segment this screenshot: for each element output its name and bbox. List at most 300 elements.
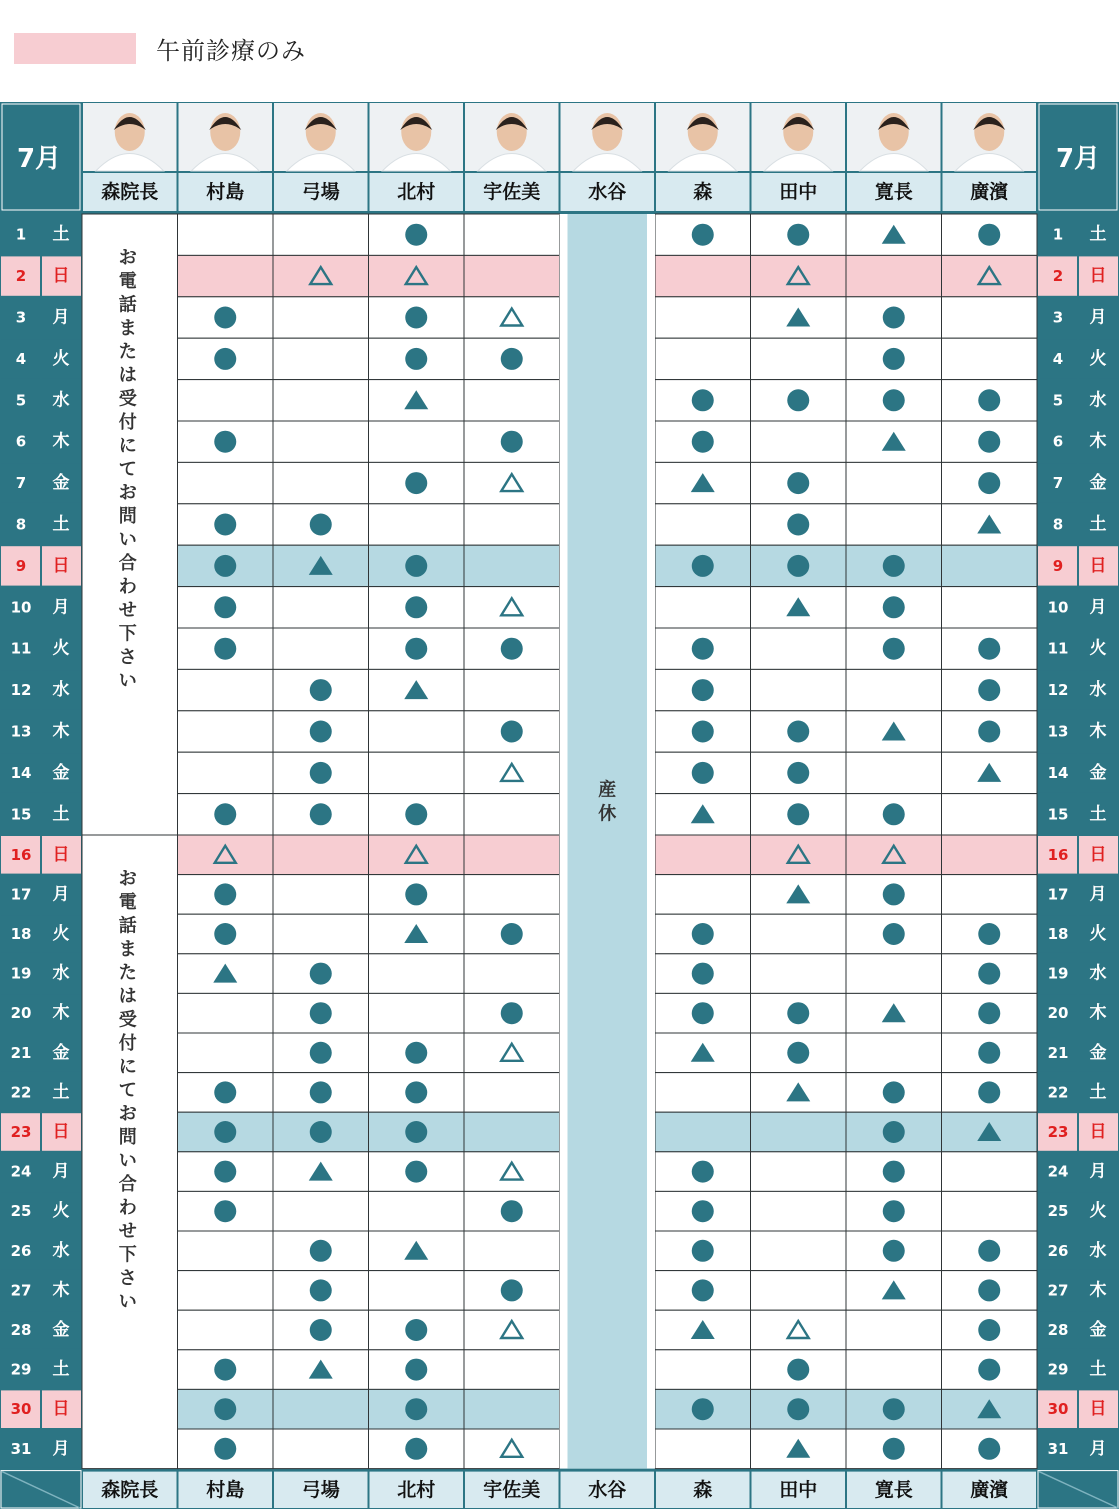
schedule-cell-12-7 (751, 669, 847, 710)
full-day-mark (501, 348, 523, 370)
weekday-left-7: 金 (52, 473, 70, 494)
schedule-cell-13-3 (369, 711, 465, 752)
schedule-cell-19-4 (464, 954, 560, 994)
full-day-mark (405, 348, 427, 370)
month-label-left: 7月 (16, 144, 62, 174)
full-day-mark (692, 1240, 714, 1262)
date-right-25: 25 (1047, 1202, 1069, 1221)
full-day-mark (405, 1359, 427, 1381)
full-day-mark (405, 1438, 427, 1460)
full-day-mark (214, 1161, 236, 1183)
full-day-mark (978, 1042, 1000, 1064)
schedule-cell-15-9 (942, 794, 1038, 835)
weekday-right-16: 日 (1089, 844, 1107, 865)
full-day-mark (692, 963, 714, 985)
full-day-mark (310, 1279, 332, 1301)
footer-doctor-name-8: 寛長 (874, 1478, 913, 1501)
doctor-name-1: 村島 (206, 181, 245, 203)
date-right-9: 9 (1052, 556, 1064, 575)
date-right-7: 7 (1052, 474, 1064, 493)
full-day-mark (787, 803, 809, 825)
schedule-cell-17-4 (464, 875, 560, 915)
full-day-mark (310, 1121, 332, 1143)
full-day-mark (692, 1398, 714, 1420)
weekday-right-30: 日 (1089, 1399, 1107, 1420)
date-right-24: 24 (1047, 1162, 1069, 1181)
schedule-cell-11-7 (751, 628, 847, 669)
weekday-right-26: 水 (1089, 1240, 1107, 1261)
schedule-cell-13-1 (178, 711, 274, 752)
date-left-26: 26 (10, 1241, 32, 1260)
phone-note-char: 合 (118, 1174, 137, 1195)
full-day-mark (787, 224, 809, 246)
weekday-right-6: 木 (1089, 431, 1107, 452)
phone-note-char: に (118, 1056, 137, 1078)
full-day-mark (310, 721, 332, 743)
weekday-left-9: 日 (52, 555, 70, 576)
full-day-mark (692, 1002, 714, 1024)
date-right-3: 3 (1052, 308, 1064, 327)
phone-note-char: 電 (118, 271, 137, 292)
date-right-31: 31 (1047, 1439, 1069, 1458)
schedule-cell-8-8 (846, 504, 942, 545)
schedule-cell-30-2 (273, 1389, 369, 1429)
schedule-cell-2-3 (369, 255, 465, 296)
leave-column (568, 214, 648, 1469)
schedule-cell-31-4 (464, 1429, 560, 1469)
weekday-left-26: 水 (52, 1240, 70, 1261)
schedule-cell-14-1 (178, 752, 274, 793)
weekday-left-14: 金 (52, 762, 70, 783)
weekday-left-20: 木 (52, 1003, 70, 1024)
schedule-cell-30-4 (464, 1389, 560, 1429)
schedule-cell-31-2 (273, 1429, 369, 1469)
weekday-left-15: 土 (52, 804, 70, 825)
legend-label: 午前診療のみ (156, 36, 306, 65)
doctor-name-9: 廣濱 (970, 181, 1009, 203)
weekday-right-22: 土 (1089, 1082, 1107, 1103)
full-day-mark (978, 472, 1000, 494)
phone-note-char: 問 (118, 506, 137, 527)
schedule-cell-8-4 (464, 504, 560, 545)
full-day-mark (692, 721, 714, 743)
full-day-mark (883, 1240, 905, 1262)
schedule-cell-7-4 (464, 462, 560, 503)
full-day-mark (310, 803, 332, 825)
phone-note-char: せ (118, 1221, 137, 1242)
schedule-cell-3-2 (273, 297, 369, 338)
full-day-mark (405, 803, 427, 825)
weekday-left-12: 水 (52, 680, 70, 701)
doctor-name-4: 宇佐美 (483, 181, 541, 203)
date-left-21: 21 (10, 1043, 32, 1062)
date-left-5: 5 (15, 391, 27, 410)
schedule-cell-12-1 (178, 669, 274, 710)
full-day-mark (405, 307, 427, 329)
full-day-mark (787, 721, 809, 743)
weekday-right-31: 月 (1089, 1438, 1107, 1459)
schedule-cell-20-1 (178, 993, 274, 1033)
weekday-left-24: 月 (52, 1161, 70, 1182)
weekday-right-23: 日 (1089, 1122, 1107, 1142)
schedule-cell-24-4 (464, 1152, 560, 1192)
full-day-mark (978, 389, 1000, 411)
weekday-left-2: 日 (52, 266, 70, 287)
phone-note-char: 話 (118, 294, 137, 316)
leave-label-char: 休 (598, 803, 617, 825)
schedule-cell-26-4 (464, 1231, 560, 1271)
weekday-left-1: 土 (52, 224, 70, 245)
weekday-right-4: 火 (1089, 348, 1107, 369)
schedule-cell-1-4 (464, 214, 560, 255)
full-day-mark (787, 472, 809, 494)
weekday-right-28: 金 (1089, 1320, 1107, 1340)
date-right-23: 23 (1047, 1123, 1069, 1141)
phone-note-char: 合 (118, 553, 137, 574)
schedule-cell-16-7 (751, 835, 847, 875)
footer-doctor-name-6: 森 (693, 1478, 713, 1501)
schedule-cell-14-8 (846, 752, 942, 793)
schedule-cell-25-9 (942, 1191, 1038, 1231)
full-day-mark (214, 1200, 236, 1222)
weekday-right-10: 月 (1089, 597, 1107, 618)
date-left-25: 25 (10, 1202, 32, 1221)
schedule-cell-21-1 (178, 1033, 274, 1073)
full-day-mark (978, 1438, 1000, 1460)
full-day-mark (405, 224, 427, 246)
date-left-3: 3 (15, 308, 27, 327)
phone-note-char: さ (118, 647, 137, 668)
full-day-mark (214, 1398, 236, 1420)
full-day-mark (692, 1161, 714, 1183)
full-day-mark (883, 1121, 905, 1143)
schedule-cell-27-1 (178, 1271, 274, 1311)
phone-note-char: に (118, 435, 137, 457)
schedule-cell-19-8 (846, 954, 942, 994)
full-day-mark (692, 431, 714, 453)
date-left-12: 12 (10, 681, 32, 700)
phone-note-char: て (118, 459, 137, 480)
weekday-right-15: 土 (1089, 804, 1107, 825)
full-day-mark (214, 596, 236, 618)
full-day-mark (883, 307, 905, 329)
weekday-right-13: 木 (1089, 721, 1107, 742)
phone-note-char: 下 (118, 623, 137, 645)
full-day-mark (883, 1398, 905, 1420)
schedule-cell-26-7 (751, 1231, 847, 1271)
weekday-left-6: 木 (52, 431, 70, 452)
full-day-mark (978, 679, 1000, 701)
phone-note-char: ま (118, 939, 137, 960)
full-day-mark (978, 1359, 1000, 1381)
footer-doctor-name-4: 宇佐美 (483, 1478, 541, 1501)
full-day-mark (787, 1359, 809, 1381)
full-day-mark (883, 596, 905, 618)
weekday-right-25: 火 (1089, 1201, 1107, 1222)
full-day-mark (692, 679, 714, 701)
full-day-mark (405, 596, 427, 618)
schedule-cell-4-2 (273, 338, 369, 379)
date-right-17: 17 (1047, 885, 1069, 904)
weekday-left-3: 月 (52, 307, 70, 328)
date-left-28: 28 (10, 1321, 32, 1339)
full-day-mark (214, 431, 236, 453)
full-day-mark (214, 883, 236, 905)
weekday-right-29: 土 (1089, 1359, 1107, 1380)
schedule-cell-26-1 (178, 1231, 274, 1271)
phone-note-char: 受 (118, 388, 137, 410)
doctor-name-6: 森 (693, 181, 713, 203)
date-left-19: 19 (10, 964, 32, 983)
full-day-mark (214, 307, 236, 329)
schedule-cell-4-9 (942, 338, 1038, 379)
full-day-mark (405, 472, 427, 494)
weekday-left-23: 日 (52, 1122, 70, 1142)
full-day-mark (501, 638, 523, 660)
phone-note-char: い (118, 670, 137, 692)
schedule-cell-16-4 (464, 835, 560, 875)
weekday-left-31: 月 (52, 1438, 70, 1459)
weekday-left-13: 木 (52, 721, 70, 742)
phone-note-char: た (118, 341, 137, 363)
full-day-mark (405, 883, 427, 905)
full-day-mark (214, 514, 236, 536)
full-day-mark (787, 1002, 809, 1024)
date-right-28: 28 (1047, 1321, 1069, 1339)
full-day-mark (787, 555, 809, 577)
weekday-left-10: 月 (52, 597, 70, 618)
date-left-15: 15 (10, 805, 32, 824)
full-day-mark (978, 721, 1000, 743)
full-day-mark (978, 431, 1000, 453)
footer-doctor-name-7: 田中 (779, 1478, 818, 1501)
full-day-mark (883, 1161, 905, 1183)
phone-note-char: 話 (118, 915, 137, 937)
date-right-13: 13 (1047, 722, 1069, 741)
phone-note-char: せ (118, 600, 137, 621)
schedule-cell-25-2 (273, 1191, 369, 1231)
date-left-22: 22 (10, 1083, 32, 1102)
full-day-mark (883, 1081, 905, 1103)
date-left-1: 1 (15, 225, 27, 244)
full-day-mark (692, 555, 714, 577)
date-right-4: 4 (1052, 349, 1064, 368)
date-right-8: 8 (1052, 515, 1064, 534)
full-day-mark (787, 762, 809, 784)
phone-note-char: い (118, 1150, 137, 1172)
schedule-cell-5-1 (178, 380, 274, 421)
weekday-left-21: 金 (52, 1042, 70, 1063)
date-left-24: 24 (10, 1162, 32, 1181)
phone-note-char: 下 (118, 1244, 137, 1266)
date-left-17: 17 (10, 885, 32, 904)
full-day-mark (883, 555, 905, 577)
full-day-mark (883, 348, 905, 370)
weekday-right-19: 水 (1089, 963, 1107, 984)
date-left-14: 14 (10, 763, 32, 782)
full-day-mark (787, 1398, 809, 1420)
schedule-cell-16-8 (846, 835, 942, 875)
full-day-mark (405, 1398, 427, 1420)
schedule-cell-14-4 (464, 752, 560, 793)
date-left-7: 7 (15, 474, 27, 493)
schedule-cell-10-9 (942, 587, 1038, 628)
phone-note-char: い (118, 529, 137, 551)
phone-note-char: お (118, 247, 137, 269)
schedule-cell-4-7 (751, 338, 847, 379)
schedule-cell-2-2 (273, 255, 369, 296)
full-day-mark (883, 1200, 905, 1222)
weekday-right-24: 月 (1089, 1161, 1107, 1182)
full-day-mark (692, 224, 714, 246)
schedule-cell-3-9 (942, 297, 1038, 338)
schedule-cell-10-4 (464, 587, 560, 628)
phone-note-text-1 (119, 248, 138, 692)
full-day-mark (787, 1042, 809, 1064)
doctor-name-5: 水谷 (588, 181, 627, 203)
full-day-mark (214, 923, 236, 945)
schedule-cell-16-6 (655, 835, 751, 875)
phone-note-char: は (118, 365, 137, 386)
full-day-mark (310, 963, 332, 985)
full-day-mark (692, 762, 714, 784)
full-day-mark (310, 1081, 332, 1103)
phone-note-char: 付 (118, 1033, 137, 1054)
full-day-mark (883, 389, 905, 411)
date-left-13: 13 (10, 722, 32, 741)
phone-note-char: て (118, 1080, 137, 1101)
phone-note-char: 受 (118, 1009, 137, 1031)
schedule-cell-28-4 (464, 1310, 560, 1350)
phone-note-char: い (118, 1291, 137, 1313)
weekday-right-8: 土 (1089, 514, 1107, 535)
schedule-cell-11-2 (273, 628, 369, 669)
weekday-left-5: 水 (52, 390, 70, 411)
full-day-mark (978, 1279, 1000, 1301)
schedule-cell-6-7 (751, 421, 847, 462)
footer-doctor-name-0: 森院長 (101, 1478, 159, 1501)
date-left-6: 6 (15, 432, 27, 451)
schedule-cell-29-6 (655, 1350, 751, 1390)
schedule-cell-27-3 (369, 1271, 465, 1311)
doctor-name-3: 北村 (397, 181, 436, 203)
schedule-cell-2-4 (464, 255, 560, 296)
phone-note-char: 問 (118, 1127, 137, 1148)
schedule-cell-17-2 (273, 875, 369, 915)
weekday-left-19: 水 (52, 963, 70, 984)
weekday-left-30: 日 (52, 1399, 70, 1420)
full-day-mark (883, 1438, 905, 1460)
schedule-cell-9-4 (464, 545, 560, 586)
phone-note-text-2 (119, 869, 138, 1313)
weekday-left-4: 火 (52, 348, 70, 369)
date-right-27: 27 (1047, 1281, 1069, 1300)
full-day-mark (978, 638, 1000, 660)
date-left-23: 23 (10, 1123, 32, 1141)
full-day-mark (214, 1081, 236, 1103)
full-day-mark (978, 963, 1000, 985)
date-left-30: 30 (10, 1400, 32, 1419)
schedule-cell-7-1 (178, 462, 274, 503)
weekday-right-3: 月 (1089, 307, 1107, 328)
schedule-cell-19-3 (369, 954, 465, 994)
full-day-mark (978, 1240, 1000, 1262)
full-day-mark (405, 555, 427, 577)
date-right-11: 11 (1047, 639, 1069, 658)
date-right-15: 15 (1047, 805, 1069, 824)
schedule-cell-2-7 (751, 255, 847, 296)
weekday-right-12: 水 (1089, 680, 1107, 701)
schedule-cell-10-2 (273, 587, 369, 628)
phone-note-char: ま (118, 318, 137, 339)
date-right-18: 18 (1047, 925, 1069, 943)
legend-swatch (14, 33, 136, 64)
full-day-mark (978, 1002, 1000, 1024)
full-day-mark (214, 1438, 236, 1460)
schedule-cell-1-2 (273, 214, 369, 255)
full-day-mark (310, 1002, 332, 1024)
schedule-cell-24-9 (942, 1152, 1038, 1192)
date-right-20: 20 (1047, 1004, 1069, 1023)
phone-note-char: わ (118, 1197, 137, 1219)
weekday-right-20: 木 (1089, 1003, 1107, 1024)
date-right-5: 5 (1052, 391, 1064, 410)
date-right-26: 26 (1047, 1241, 1069, 1260)
weekday-left-29: 土 (52, 1359, 70, 1380)
phone-note-char: 付 (118, 412, 137, 433)
schedule-cell-8-3 (369, 504, 465, 545)
date-left-10: 10 (10, 598, 32, 617)
full-day-mark (405, 1161, 427, 1183)
weekday-left-28: 金 (52, 1320, 70, 1340)
schedule-cell-28-8 (846, 1310, 942, 1350)
schedule-cell-25-3 (369, 1191, 465, 1231)
schedule-cell-18-7 (751, 914, 847, 954)
schedule-cell-21-8 (846, 1033, 942, 1073)
legend (14, 32, 306, 64)
schedule-cell-20-3 (369, 993, 465, 1033)
date-right-2: 2 (1052, 267, 1064, 286)
schedule-cell-10-6 (655, 587, 751, 628)
weekday-left-11: 火 (52, 638, 70, 659)
full-day-mark (310, 514, 332, 536)
doctor-name-0: 森院長 (101, 181, 159, 203)
schedule-cell-16-2 (273, 835, 369, 875)
weekday-right-2: 日 (1089, 266, 1107, 287)
phone-note-char: 電 (118, 892, 137, 913)
date-right-1: 1 (1052, 225, 1064, 244)
schedule-cell-3-4 (464, 297, 560, 338)
schedule-cell-18-2 (273, 914, 369, 954)
schedule-cell-17-9 (942, 875, 1038, 915)
weekday-right-21: 金 (1089, 1042, 1107, 1063)
schedule-cell-27-7 (751, 1271, 847, 1311)
full-day-mark (405, 1081, 427, 1103)
weekday-right-27: 木 (1089, 1280, 1107, 1301)
weekday-left-25: 火 (52, 1201, 70, 1222)
full-day-mark (501, 1002, 523, 1024)
footer-doctor-name-9: 廣濱 (970, 1478, 1009, 1501)
full-day-mark (405, 1121, 427, 1143)
date-right-10: 10 (1047, 598, 1069, 617)
date-left-8: 8 (15, 515, 27, 534)
full-day-mark (405, 1042, 427, 1064)
footer-doctor-name-5: 水谷 (588, 1478, 627, 1501)
schedule-cell-7-2 (273, 462, 369, 503)
schedule-cell-28-7 (751, 1310, 847, 1350)
phone-note-char: お (118, 1103, 137, 1125)
full-day-mark (214, 803, 236, 825)
